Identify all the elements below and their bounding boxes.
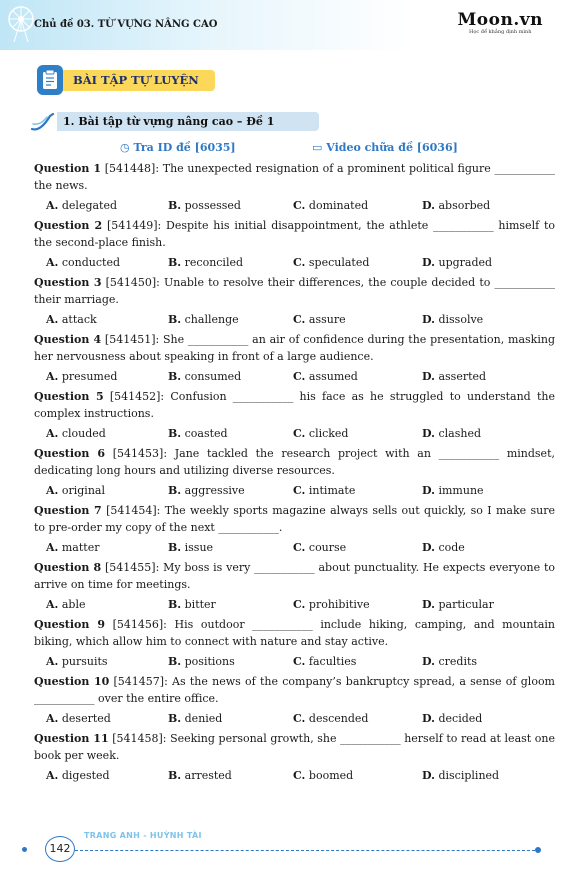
clock-icon: ◷ bbox=[120, 141, 134, 154]
answer-option[interactable] bbox=[46, 540, 99, 557]
page-number: 142 bbox=[45, 836, 75, 862]
answer-option[interactable] bbox=[168, 426, 228, 443]
topic-title: Chủ đề 03. TỪ VỰNG NÂNG CAO bbox=[34, 19, 218, 30]
answer-option[interactable] bbox=[422, 768, 499, 785]
answer-option[interactable] bbox=[422, 312, 483, 329]
option-text: absorbed bbox=[434, 199, 491, 212]
option-text: intimate bbox=[305, 484, 356, 497]
answer-option[interactable] bbox=[422, 255, 492, 272]
answer-option[interactable] bbox=[46, 426, 106, 443]
option-letter: B. bbox=[168, 370, 182, 383]
option-letter: D. bbox=[422, 427, 435, 440]
option-text: attack bbox=[58, 313, 97, 326]
answer-option[interactable] bbox=[168, 654, 235, 671]
option-text: arrested bbox=[181, 769, 232, 782]
answer-option[interactable] bbox=[46, 369, 117, 386]
question-6 bbox=[34, 446, 555, 479]
option-letter: C. bbox=[293, 199, 306, 212]
option-text: delegated bbox=[58, 199, 118, 212]
options-row bbox=[34, 426, 555, 445]
answer-option[interactable] bbox=[293, 483, 355, 500]
option-text: code bbox=[434, 541, 465, 554]
option-letter: D. bbox=[422, 769, 435, 782]
answer-option[interactable] bbox=[46, 255, 120, 272]
option-letter: D. bbox=[422, 256, 435, 269]
option-text: clouded bbox=[58, 427, 106, 440]
brand-name: Moon.vn bbox=[457, 10, 543, 30]
question-1 bbox=[34, 161, 555, 194]
option-text: disciplined bbox=[434, 769, 500, 782]
options-row bbox=[34, 768, 555, 787]
clipboard-icon bbox=[37, 65, 63, 95]
question-text: [541453]: Jane tackled the research project with an ___________ mindset, dedicating long hours and utilizing diverse resources. bbox=[34, 447, 555, 477]
option-text: issue bbox=[181, 541, 214, 554]
options-row bbox=[34, 540, 555, 559]
option-text: conducted bbox=[58, 256, 120, 269]
option-letter: C. bbox=[293, 427, 306, 440]
option-text: pursuits bbox=[58, 655, 108, 668]
option-text: immune bbox=[434, 484, 484, 497]
option-text: asserted bbox=[434, 370, 487, 383]
section-title: BÀI TẬP TỰ LUYỆN bbox=[73, 73, 199, 87]
question-label: Question 10 bbox=[34, 675, 110, 688]
option-letter: C. bbox=[293, 256, 306, 269]
tra-id-label: Tra ID đề [6035] bbox=[133, 141, 236, 154]
footer-rule bbox=[75, 850, 535, 851]
answer-option[interactable] bbox=[293, 426, 348, 443]
option-letter: A. bbox=[46, 199, 59, 212]
option-text: positions bbox=[181, 655, 235, 668]
option-text: speculated bbox=[305, 256, 370, 269]
options-row bbox=[34, 312, 555, 331]
question-label: Question 7 bbox=[34, 504, 102, 517]
footer-dot-left bbox=[22, 847, 27, 852]
question-text: [541452]: Confusion ___________ his face as he struggled to understand the complex instructions. bbox=[34, 390, 555, 420]
page-footer bbox=[0, 825, 585, 871]
answer-option[interactable] bbox=[168, 768, 232, 785]
answer-option[interactable] bbox=[422, 483, 484, 500]
options-row bbox=[34, 198, 555, 217]
answer-option[interactable] bbox=[46, 597, 86, 614]
option-text: aggressive bbox=[181, 484, 245, 497]
question-text: [541449]: Despite his initial disappointment, the athlete ___________ himself to the second-place finish. bbox=[34, 219, 555, 249]
option-letter: B. bbox=[168, 313, 182, 326]
option-text: faculties bbox=[305, 655, 357, 668]
question-text: [541456]: His outdoor ___________ include hiking, camping, and mountain biking, which allow him to connect with nature and stay active. bbox=[34, 618, 555, 648]
option-letter: B. bbox=[168, 655, 182, 668]
question-11 bbox=[34, 731, 555, 764]
option-text: prohibitive bbox=[305, 598, 370, 611]
answer-option[interactable] bbox=[168, 540, 213, 557]
answer-option[interactable] bbox=[422, 540, 465, 557]
question-label: Question 5 bbox=[34, 390, 104, 403]
option-letter: A. bbox=[46, 256, 59, 269]
options-row bbox=[34, 711, 555, 730]
option-letter: A. bbox=[46, 484, 59, 497]
option-text: presumed bbox=[58, 370, 118, 383]
question-text: [541455]: My boss is very ___________ about punctuality. He expects everyone to arrive on time for meetings. bbox=[34, 561, 555, 591]
option-letter: B. bbox=[168, 427, 182, 440]
option-text: digested bbox=[58, 769, 110, 782]
answer-option[interactable] bbox=[46, 198, 117, 215]
option-letter: C. bbox=[293, 598, 306, 611]
question-text: [541450]: Unable to resolve their differences, the couple decided to ___________ their marriage. bbox=[34, 276, 555, 306]
option-letter: C. bbox=[293, 655, 306, 668]
question-text: [541457]: As the news of the company’s bankruptcy spread, a sense of gloom ___________ over the entire office. bbox=[34, 675, 555, 705]
option-text: reconciled bbox=[181, 256, 244, 269]
option-text: consumed bbox=[181, 370, 242, 383]
subsection-title: 1. Bài tập từ vựng nâng cao – Đề 1 bbox=[63, 115, 275, 128]
video-label: Video chữa đề [6036] bbox=[326, 141, 458, 154]
answer-option[interactable] bbox=[168, 597, 216, 614]
option-letter: D. bbox=[422, 370, 435, 383]
answer-option[interactable] bbox=[46, 711, 111, 728]
option-letter: D. bbox=[422, 712, 435, 725]
options-row bbox=[34, 483, 555, 502]
option-letter: C. bbox=[293, 484, 306, 497]
option-letter: B. bbox=[168, 484, 182, 497]
question-label: Question 1 bbox=[34, 162, 102, 175]
question-text: [541458]: Seeking personal growth, she ___________ herself to read at least one book per week. bbox=[34, 732, 555, 762]
option-letter: A. bbox=[46, 313, 59, 326]
answer-option[interactable] bbox=[168, 255, 243, 272]
answer-option[interactable] bbox=[46, 483, 105, 500]
question-label: Question 3 bbox=[34, 276, 102, 289]
options-row bbox=[34, 597, 555, 616]
option-letter: D. bbox=[422, 199, 435, 212]
option-letter: D. bbox=[422, 598, 435, 611]
option-letter: B. bbox=[168, 199, 182, 212]
option-letter: A. bbox=[46, 370, 59, 383]
option-letter: B. bbox=[168, 769, 182, 782]
answer-option[interactable] bbox=[46, 312, 97, 329]
option-letter: B. bbox=[168, 541, 182, 554]
question-label: Question 8 bbox=[34, 561, 102, 574]
option-text: descended bbox=[305, 712, 369, 725]
option-letter: C. bbox=[293, 313, 306, 326]
answer-option[interactable] bbox=[422, 198, 490, 215]
question-text: [541451]: She ___________ an air of confidence during the presentation, masking her nervousness about speaking in front of a large audience. bbox=[34, 333, 555, 363]
page-header bbox=[0, 0, 585, 50]
option-text: bitter bbox=[181, 598, 216, 611]
option-letter: A. bbox=[46, 427, 59, 440]
question-7 bbox=[34, 503, 555, 536]
option-text: dissolve bbox=[434, 313, 484, 326]
question-2 bbox=[34, 218, 555, 251]
option-text: coasted bbox=[181, 427, 228, 440]
question-label: Question 2 bbox=[34, 219, 103, 232]
answer-option[interactable] bbox=[293, 255, 369, 272]
footer-authors: TRANG ANH - HUỲNH TÀI bbox=[84, 831, 202, 840]
option-letter: A. bbox=[46, 655, 59, 668]
options-row bbox=[34, 255, 555, 274]
footer-dot-right bbox=[535, 847, 541, 853]
option-text: boomed bbox=[305, 769, 354, 782]
option-letter: D. bbox=[422, 484, 435, 497]
answer-option[interactable] bbox=[422, 369, 486, 386]
answer-option[interactable] bbox=[422, 654, 477, 671]
option-text: original bbox=[58, 484, 105, 497]
answer-option[interactable] bbox=[422, 711, 482, 728]
option-text: possessed bbox=[181, 199, 241, 212]
question-10 bbox=[34, 674, 555, 707]
option-letter: C. bbox=[293, 769, 306, 782]
option-letter: A. bbox=[46, 598, 59, 611]
option-text: clashed bbox=[434, 427, 481, 440]
swoosh-icon bbox=[30, 112, 56, 132]
answer-option[interactable] bbox=[422, 597, 494, 614]
question-list bbox=[34, 161, 555, 788]
answer-option[interactable] bbox=[293, 597, 370, 614]
option-letter: D. bbox=[422, 313, 435, 326]
answer-option[interactable] bbox=[293, 540, 346, 557]
question-3 bbox=[34, 275, 555, 308]
option-letter: C. bbox=[293, 370, 306, 383]
option-letter: A. bbox=[46, 769, 59, 782]
question-label: Question 6 bbox=[34, 447, 106, 460]
ferris-wheel-icon bbox=[6, 4, 36, 44]
question-9 bbox=[34, 617, 555, 650]
brand-tagline: Học để khẳng định mình bbox=[469, 29, 532, 35]
question-label: Question 4 bbox=[34, 333, 102, 346]
option-letter: D. bbox=[422, 541, 435, 554]
answer-option[interactable] bbox=[293, 312, 346, 329]
answer-option[interactable] bbox=[46, 768, 110, 785]
answer-option[interactable] bbox=[293, 654, 356, 671]
option-text: clicked bbox=[305, 427, 349, 440]
options-row bbox=[34, 654, 555, 673]
answer-option[interactable] bbox=[46, 654, 108, 671]
answer-option[interactable] bbox=[168, 369, 241, 386]
options-row bbox=[34, 369, 555, 388]
question-8 bbox=[34, 560, 555, 593]
answer-option[interactable] bbox=[293, 198, 368, 215]
option-text: course bbox=[305, 541, 347, 554]
answer-option[interactable] bbox=[422, 426, 481, 443]
option-text: particular bbox=[434, 598, 494, 611]
question-label: Question 9 bbox=[34, 618, 105, 631]
tra-id-link[interactable] bbox=[120, 141, 236, 154]
option-text: assure bbox=[305, 313, 346, 326]
option-letter: D. bbox=[422, 655, 435, 668]
video-link[interactable] bbox=[312, 141, 458, 154]
question-5 bbox=[34, 389, 555, 422]
option-text: assumed bbox=[305, 370, 358, 383]
question-4 bbox=[34, 332, 555, 365]
option-text: credits bbox=[434, 655, 478, 668]
option-letter: B. bbox=[168, 598, 182, 611]
answer-option[interactable] bbox=[168, 198, 241, 215]
answer-option[interactable] bbox=[293, 369, 358, 386]
question-text: [541454]: The weekly sports magazine always sells out quickly, so I make sure to pre-order my copy of the next ___________. bbox=[34, 504, 555, 534]
answer-option[interactable] bbox=[293, 768, 353, 785]
option-text: dominated bbox=[305, 199, 369, 212]
option-letter: A. bbox=[46, 712, 59, 725]
question-text: [541448]: The unexpected resignation of a prominent political figure ___________ the news. bbox=[34, 162, 555, 192]
option-text: decided bbox=[434, 712, 483, 725]
option-letter: A. bbox=[46, 541, 59, 554]
question-label: Question 11 bbox=[34, 732, 109, 745]
option-letter: B. bbox=[168, 256, 182, 269]
brand-logo bbox=[457, 10, 543, 35]
option-text: matter bbox=[58, 541, 100, 554]
answer-option[interactable] bbox=[168, 483, 245, 500]
option-letter: C. bbox=[293, 712, 306, 725]
answer-option[interactable] bbox=[293, 711, 368, 728]
option-letter: B. bbox=[168, 712, 182, 725]
option-text: denied bbox=[181, 712, 223, 725]
option-text: challenge bbox=[181, 313, 239, 326]
option-letter: C. bbox=[293, 541, 306, 554]
option-text: deserted bbox=[58, 712, 111, 725]
answer-option[interactable] bbox=[168, 711, 222, 728]
answer-option[interactable] bbox=[168, 312, 239, 329]
option-text: upgraded bbox=[434, 256, 493, 269]
option-text: able bbox=[58, 598, 86, 611]
video-icon: ▭ bbox=[312, 141, 327, 154]
